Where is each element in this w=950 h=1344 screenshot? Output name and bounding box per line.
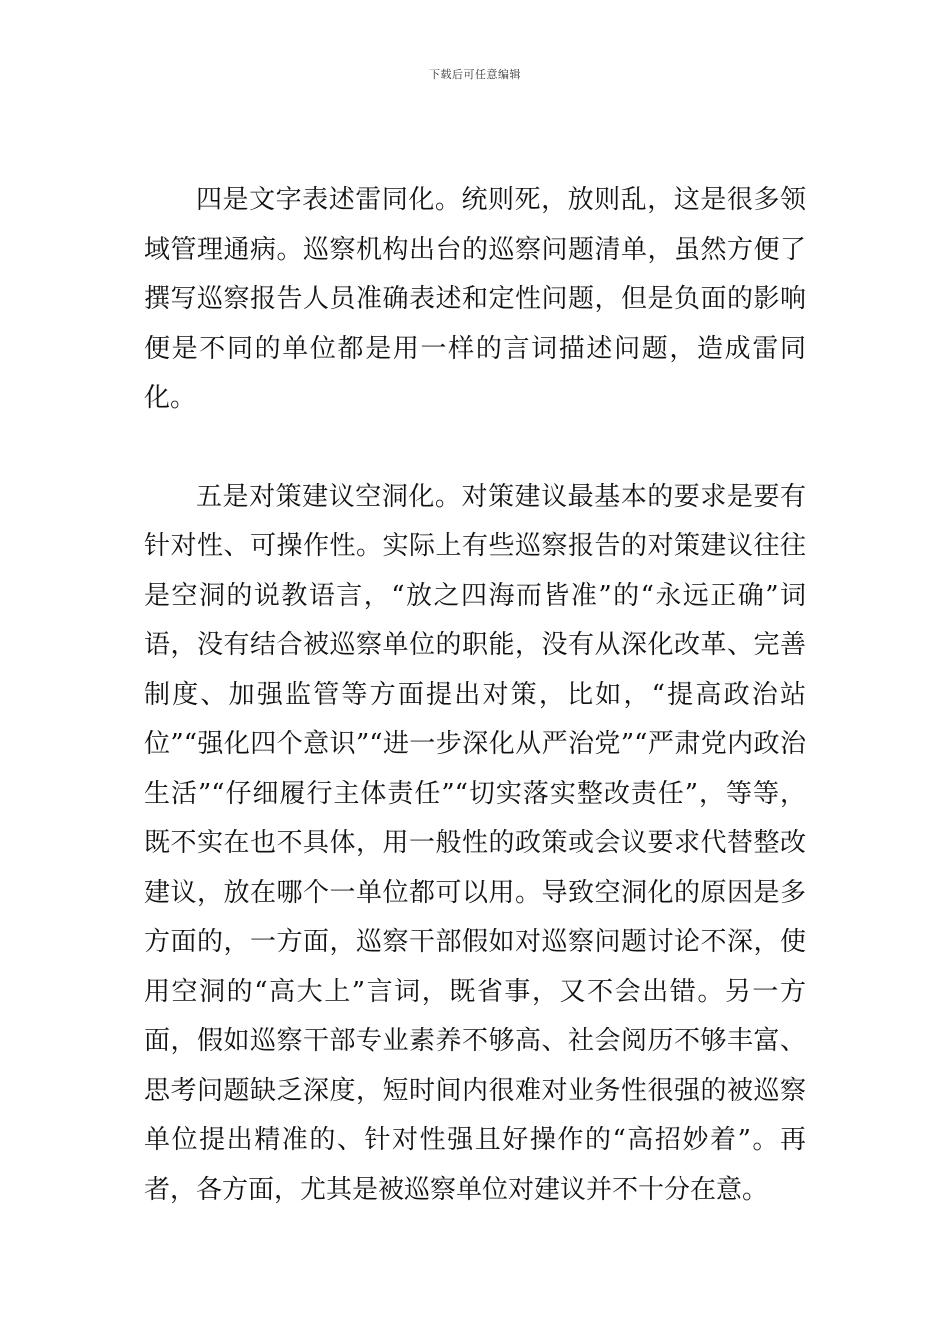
page-header: 下载后可任意编辑: [429, 68, 521, 81]
paragraph-4-uniformity: 四是文字表述雷同化。统则死，放则乱，这是很多领域管理通病。巡察机构出台的巡察问题清单，虽然方便了撰写巡察报告人员准确表述和定性问题，但是负面的影响便是不同的单位都是用一样的言词描述问题，造成雷同化。: [144, 185, 806, 413]
paragraph-5-hollow-suggestions: 五是对策建议空洞化。对策建议最基本的要求是要有针对性、可操作性。实际上有些巡察报告的对策建议往往是空洞的说教语言，“放之四海而皆准”的“永远正确”词语，没有结合被巡察单位的职能，没有从深化改革、完善制度、加强监管等方面提出对策，比如，“提高政治站位”“强化四个意识”“进一步深化从严治党”“严肃党内政治生活”“仔细履行主体责任”“切实落实整改责任”，等等，既不实在也不具体，用一般性的政策或会议要求代替整改建议，放在哪个一单位都可以用。导致空洞化的原因是多方面的，一方面，巡察干部假如对巡察问题讨论不深，使用空洞的“高大上”言词，既省事，又不会出错。另一方面，假如巡察干部专业素养不够高、社会阅历不够丰富、思考问题缺乏深度，短时间内很难对业务性很强的被巡察单位提出精准的、针对性强且好操作的“高招妙着”。再者，各方面，尤其是被巡察单位对建议并不十分在意。: [144, 481, 806, 1205]
document-body: [144, 176, 806, 1215]
